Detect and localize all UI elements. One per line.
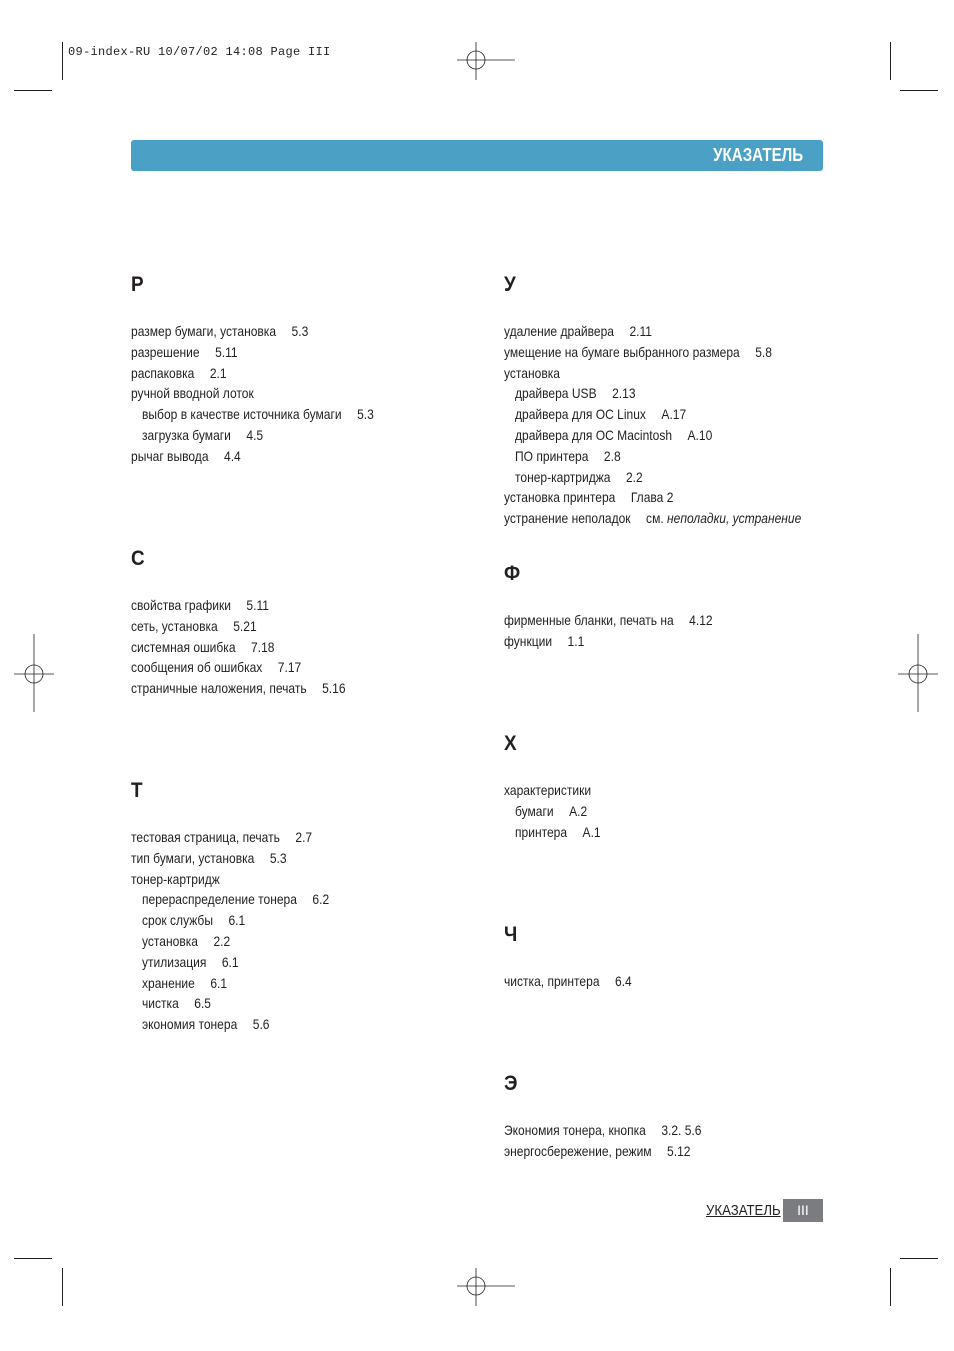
section-letter: Х — [504, 732, 517, 755]
page-ref: 6.1 — [228, 912, 246, 929]
index-entry: свойства графики 5.11 — [131, 597, 269, 613]
page-ref: A.17 — [661, 406, 687, 423]
index-section-h — [504, 730, 616, 842]
index-subentry: драйвера для ОС Linux A.17 — [515, 406, 687, 423]
index-entry: тонер-картридж — [131, 870, 220, 887]
section-letter: Т — [131, 779, 143, 802]
index-entry: рычаг вывода 4.4 — [131, 447, 241, 464]
page-ref: Глава 2 — [630, 489, 674, 506]
index-entry: удаление драйвера 2.11 — [504, 323, 653, 339]
index-entry: сеть, установка 5.21 — [131, 617, 257, 634]
index-entry: установка принтера Глава 2 — [504, 489, 674, 506]
index-section-t — [131, 777, 361, 1035]
index-entry: распаковка 2.1 — [131, 364, 227, 381]
index-subentry: принтера A.1 — [515, 823, 601, 840]
index-entry: Экономия тонера, кнопка 3.2. 5.6 — [504, 1122, 702, 1138]
index-section-e — [504, 1070, 734, 1162]
page-ref: 2.1 — [209, 364, 227, 381]
index-section-ch — [504, 921, 653, 992]
registration-mark-top — [457, 42, 515, 80]
page-ref: 4.12 — [689, 612, 713, 628]
print-slug: 09-index-RU 10/07/02 14:08 Page III — [68, 45, 331, 59]
page-ref: 6.5 — [194, 995, 211, 1012]
index-entry: установка — [504, 364, 560, 381]
index-section-r — [131, 271, 413, 467]
page-ref: 1.1 — [567, 632, 585, 649]
index-subentry: чистка 6.5 — [142, 995, 211, 1012]
page-ref: A.2 — [569, 802, 588, 819]
index-entry: разрешение 5.11 — [131, 343, 238, 360]
page-ref: 5.3 — [269, 849, 287, 866]
index-subentry: драйвера USB 2.13 — [515, 385, 636, 402]
index-subentry: утилизация 6.1 — [142, 953, 239, 970]
page-ref: 5.16 — [322, 680, 346, 697]
section-letter: У — [504, 273, 516, 296]
page-ref: A.1 — [582, 823, 601, 840]
section-letter: Ч — [504, 923, 518, 946]
index-subentry: экономия тонера 5.6 — [142, 1016, 270, 1033]
registration-mark-left — [14, 634, 54, 712]
footer-label: УКАЗАТЕЛЬ — [706, 1202, 781, 1219]
page-ref: 7.18 — [251, 638, 275, 655]
index-subentry: ПО принтера 2.8 — [515, 447, 621, 464]
page-ref: 3.2. 5.6 — [661, 1122, 702, 1138]
registration-mark-right — [898, 634, 938, 712]
index-entry: системная ошибка 7.18 — [131, 638, 275, 655]
index-entry: страничные наложения, печать 5.16 — [131, 680, 346, 697]
page-ref: 6.2 — [312, 891, 330, 908]
header-banner — [131, 140, 823, 171]
page-ref: 5.8 — [755, 343, 772, 360]
index-entry: сообщения об ошибках 7.17 — [131, 659, 302, 676]
section-letter: С — [131, 547, 145, 570]
page-ref: 2.8 — [603, 447, 621, 464]
page-ref: 2.7 — [295, 829, 313, 845]
page-ref: 6.4 — [614, 973, 632, 989]
index-subentry: бумаги A.2 — [515, 802, 588, 819]
page-ref: 2.2 — [625, 468, 643, 485]
index-subentry: перераспределение тонера 6.2 — [142, 891, 330, 908]
page-ref: 2.2 — [213, 932, 231, 949]
index-entry: тип бумаги, установка 5.3 — [131, 849, 287, 866]
page-ref: 4.5 — [246, 426, 264, 443]
index-subentry: драйвера для ОС Macintosh A.10 — [515, 426, 713, 443]
page-ref: 5.3 — [291, 323, 309, 339]
page-ref: 2.13 — [612, 385, 636, 402]
index-subentry: загрузка бумаги 4.5 — [142, 426, 264, 443]
index-entry: ручной вводной лоток — [131, 385, 254, 402]
index-entry: фирменные бланки, печать на 4.12 — [504, 612, 713, 628]
index-subentry: тонер-картриджа 2.2 — [515, 468, 643, 485]
index-subentry: выбор в качестве источника бумаги 5.3 — [142, 406, 374, 423]
index-entry: тестовая страница, печать 2.7 — [131, 829, 313, 845]
index-entry: характеристики — [504, 782, 592, 798]
index-section-f — [504, 560, 747, 652]
section-letter: Р — [131, 273, 144, 296]
index-entry: устранение неполадок см. неполадки, устранение — [504, 510, 802, 527]
see-target: неполадки, устранение — [667, 510, 802, 527]
see-label: см. — [646, 510, 664, 527]
index-entry: размер бумаги, установка 5.3 — [131, 323, 309, 339]
index-subentry: срок службы 6.1 — [142, 912, 246, 929]
index-section-s — [131, 545, 380, 699]
index-section-u — [504, 271, 850, 529]
index-entry: умещение на бумаге выбранного размера 5.8 — [504, 343, 772, 360]
page-ref: 5.12 — [667, 1142, 691, 1159]
page-number: III — [783, 1199, 823, 1222]
page-ref: 2.11 — [629, 323, 653, 339]
page-ref: 5.11 — [215, 343, 238, 360]
page-ref: A.10 — [687, 426, 713, 443]
page-ref: 7.17 — [277, 659, 302, 676]
header-title: УКАЗАТЕЛЬ — [713, 145, 803, 165]
page-ref: 6.1 — [221, 953, 239, 970]
index-subentry: установка 2.2 — [142, 932, 231, 949]
page-ref: 4.4 — [224, 447, 241, 464]
section-letter: Э — [504, 1072, 518, 1095]
index-subentry: хранение 6.1 — [142, 974, 228, 991]
index-entry: функции 1.1 — [504, 632, 585, 649]
page-ref: 5.3 — [357, 406, 374, 423]
section-letter: Ф — [504, 562, 521, 585]
page-ref: 5.6 — [252, 1016, 270, 1033]
index-entry: чистка, принтера 6.4 — [504, 973, 632, 989]
page-ref: 5.11 — [246, 597, 269, 613]
page-ref: 6.1 — [210, 974, 228, 991]
registration-mark-bottom — [457, 1268, 515, 1306]
index-entry: энергосбережение, режим 5.12 — [504, 1142, 691, 1159]
page-ref: 5.21 — [233, 617, 257, 634]
